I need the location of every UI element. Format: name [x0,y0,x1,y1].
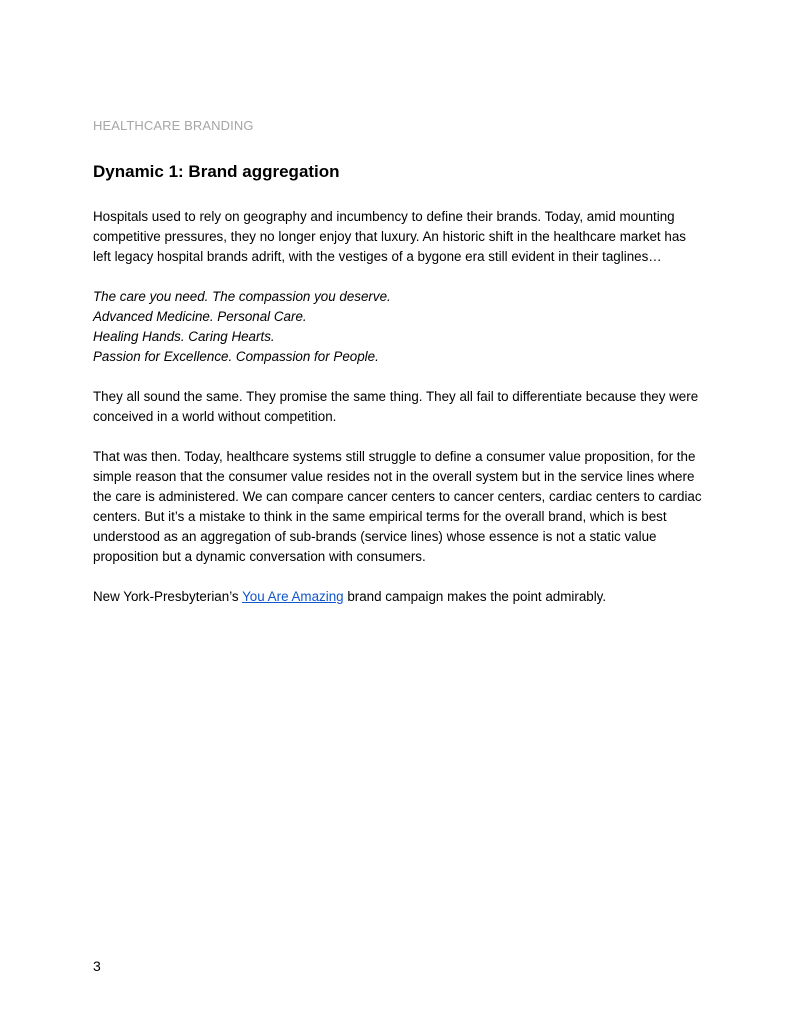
tagline-item: Advanced Medicine. Personal Care. [93,309,307,324]
campaign-text-before: New York-Presbyterian’s [93,589,243,604]
campaign-text-after: brand campaign makes the point admirably. [343,589,607,604]
you-are-amazing-link[interactable]: You Are Amazing [242,589,344,604]
body-content [93,207,705,627]
tagline-item: Healing Hands. Caring Hearts. [93,329,275,344]
paragraph-intro: Hospitals used to rely on geography and incumbency to define their brands. Today, amid mounting competitive pressures, they no longer enjoy that luxury. An historic shift in the healthcare market has left legacy hospital brands adrift, with the vestiges of a bygone era still evident in their taglines… [93,209,686,264]
running-header: HEALTHCARE BRANDING [93,118,254,133]
paragraph-campaign [93,587,705,607]
tagline-item: Passion for Excellence. Compassion for People. [93,349,379,364]
paragraph-value-proposition: That was then. Today, healthcare systems still struggle to define a consumer value proposition, for the simple reason that the consumer value resides not in the overall system but in the service lines where the care is administered. We can compare cancer centers to cancer centers, cardiac centers to cardiac centers. But it’s a mistake to think in the same empirical terms for the overall brand, which is best understood as an aggregation of sub-brands (service lines) whose essence is not a static value proposition but a dynamic conversation with consumers. [93,449,702,564]
tagline-list [93,287,705,367]
tagline-item: The care you need. The compassion you deserve. [93,289,391,304]
section-title: Dynamic 1: Brand aggregation [93,162,340,181]
paragraph-sameness: They all sound the same. They promise the same thing. They all fail to differentiate because they were conceived in a world without competition. [93,389,699,424]
page-number: 3 [93,958,101,974]
